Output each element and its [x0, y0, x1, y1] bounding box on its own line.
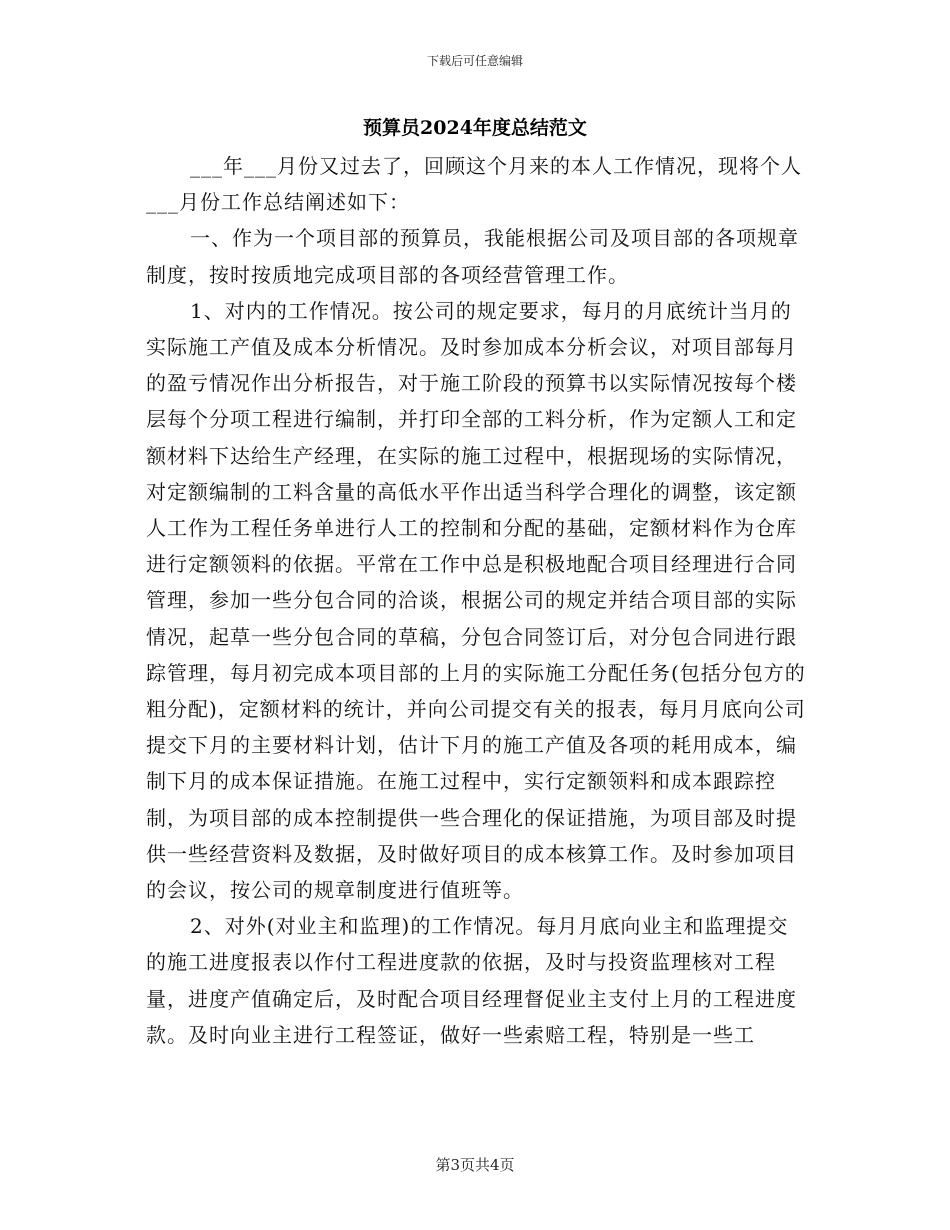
paragraph-intro: ___年___月份又过去了，回顾这个月来的本人工作情况，现将个人___月份工作总结阐述如下：	[146, 154, 802, 215]
paragraph-internal-work: 1、对内的工作情况。按公司的规定要求，每月的月底统计当月的实际施工产值及成本分析情况。及时参加成本分析会议，对项目部每月的盈亏情况作出分析报告，对于施工阶段的预算书以实际情况按每个楼层每个分项工程进行编制，并打印全部的工料分析，作为定额人工和定额材料下达给生产经理，在实际的施工过程中，根据现场的实际情况，对定额编制的工料含量的高低水平作出适当科学合理化的调整，该定额人工作为工程任务单进行人工的控制和分配的基础，定额材料作为仓库进行定额领料的依据。平常在工作中总是积极地配合项目经理进行合同管理，参加一些分包合同的洽谈，根据公司的规定并结合项目部的实际情况，起草一些分包合同的草稿，分包合同签订后，对分包合同进行跟踪管理，每月初完成本项目部的上月的实际施工分配任务(包括分包方的粗分配)，定额材料的统计，并向公司提交有关的报表，每月月底向公司提交下月的主要材料计划，估计下月的施工产值及各项的耗用成本，编制下月的成本保证措施。在施工过程中，实行定额领料和成本跟踪控制，为项目部的成本控制提供一些合理化的保证措施，为项目部及时提供一些经营资料及数据，及时做好项目的成本核算工作。及时参加项目的会议，按公司的规章制度进行值班等。	[146, 298, 806, 903]
paragraph-section-one: 一、作为一个项目部的预算员，我能根据公司及项目部的各项规章制度，按时按质地完成项目部的各项经营管理工作。	[146, 226, 799, 287]
document-title: 预算员2024年度总结范文	[363, 117, 587, 139]
page-header-note: 下载后可任意编辑	[426, 54, 523, 68]
page-number: 第3页共4页	[435, 1156, 515, 1174]
document-body	[146, 148, 806, 1053]
paragraph-external-work: 2、对外(对业主和监理)的工作情况。每月月底向业主和监理提交的施工进度报表以作付工程进度款的依据，及时与投资监理核对工程量，进度产值确定后，及时配合项目经理督促业主支付上月的工程进度款。及时向业主进行工程签证，做好一些索赔工程，特别是一些工	[146, 914, 797, 1047]
